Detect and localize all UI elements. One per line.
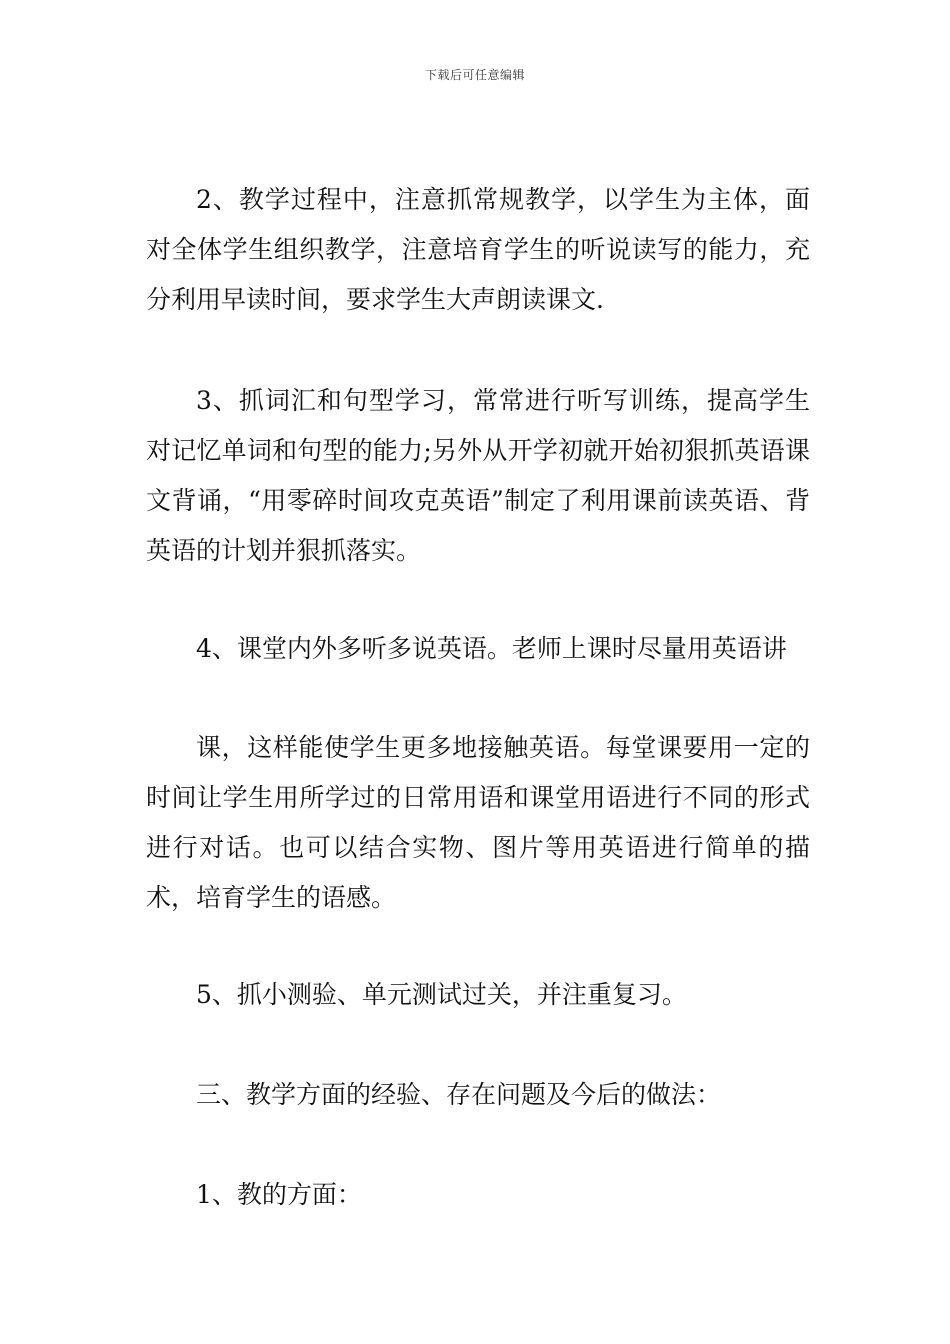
paragraph-item-4: 4、课堂内外多听多说英语。老师上课时尽量用英语讲 (196, 634, 787, 663)
paragraph-continuation: 课，这样能使学生更多地接触英语。每堂课要用一定的时间让学生用所学过的日常用语和课堂用语进行不同的形式进行对话。也可以结合实物、图片等用英语进行简单的描术，培育学生的语感。 (146, 733, 810, 912)
header-note: 下载后可任意编辑 (424, 68, 525, 82)
paragraph-item-2: 2、教学过程中，注意抓常规教学，以学生为主体，面对全体学生组织教学，注意培育学生的听说读写的能力，充分利用早读时间，要求学生大声朗读课文. (146, 185, 810, 314)
subsection-heading: 1、教的方面： (196, 1180, 362, 1209)
section-heading: 三、教学方面的经验、存在问题及今后的做法： (196, 1080, 722, 1109)
paragraph-item-5: 5、抓小测验、单元测试过关，并注重复习。 (196, 980, 687, 1009)
paragraph-item-3: 3、抓词汇和句型学习，常常进行听写训练，提高学生对记忆单词和句型的能力;另外从开学初就开始初狠抓英语课文背诵，“用零碎时间攻克英语”制定了利用课前读英语、背英语的计划并狠抓落实。 (146, 386, 810, 565)
